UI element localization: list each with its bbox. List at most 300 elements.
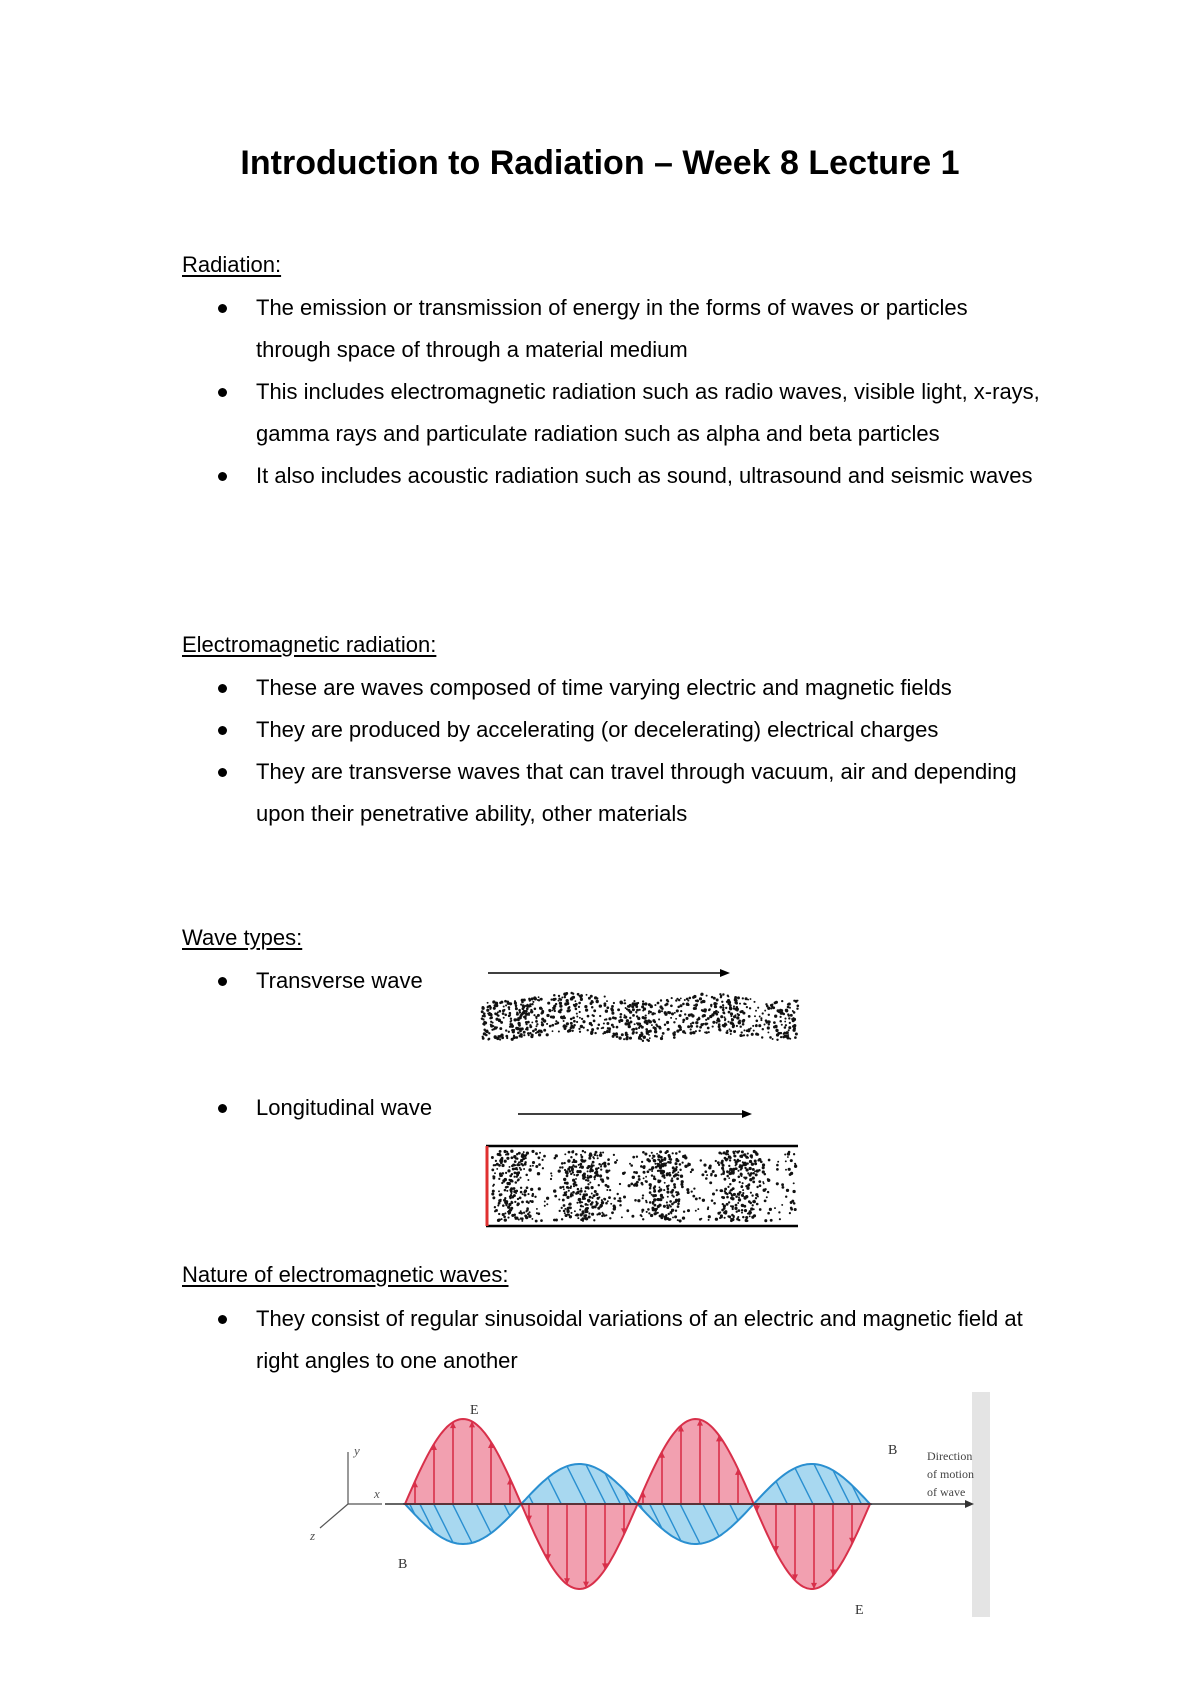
particle-dot (515, 1190, 518, 1193)
particle-dot (753, 1150, 756, 1153)
particle-dot (713, 997, 716, 1000)
particle-dot (588, 1212, 590, 1214)
particle-dot (733, 1216, 735, 1218)
particle-dot (734, 998, 737, 1001)
particle-dot (673, 1201, 675, 1203)
particle-dot (499, 1020, 501, 1022)
particle-dot (754, 1162, 757, 1165)
particle-dot (595, 1168, 598, 1171)
particle-dot (773, 1021, 776, 1024)
particle-dot (679, 1163, 682, 1166)
particle-dot (741, 1212, 743, 1214)
particle-dot (581, 1018, 583, 1020)
particle-dot (599, 1015, 601, 1017)
particle-dot (731, 1205, 734, 1208)
particle-dot (531, 1194, 534, 1197)
particle-dot (621, 1033, 624, 1036)
particle-dot (614, 1017, 617, 1020)
particle-dot (585, 1186, 588, 1189)
particle-dot (594, 1174, 596, 1176)
particle-dot (677, 1205, 680, 1208)
particle-dot (645, 1028, 648, 1031)
particle-dot (588, 1216, 591, 1219)
particle-dot (552, 1009, 554, 1011)
particle-dot (644, 1152, 647, 1155)
particle-dot (623, 1196, 626, 1199)
particle-dot (564, 1208, 566, 1210)
particle-dot (596, 997, 598, 999)
particle-dot (564, 1212, 566, 1214)
list-item: They consist of regular sinusoidal variations of an electric and magnetic field at right angles to one another (182, 1298, 1042, 1382)
particle-dot (722, 1004, 724, 1006)
particle-dot (661, 1035, 663, 1037)
particle-dot (593, 1194, 596, 1197)
particle-dot (659, 1186, 661, 1188)
particle-dot (586, 1167, 589, 1170)
particle-dot (508, 1014, 511, 1017)
particle-dot (494, 1037, 496, 1039)
particle-dot (756, 1169, 759, 1172)
particle-dot (499, 1150, 502, 1153)
particle-dot (520, 1030, 522, 1032)
particle-dot (702, 1015, 705, 1018)
particle-dot (722, 1164, 725, 1167)
section-heading-nature: Nature of electromagnetic waves: (182, 1262, 509, 1287)
particle-dot (665, 1214, 667, 1216)
particle-dot (656, 1198, 659, 1201)
particle-dot (708, 1009, 710, 1011)
particle-dot (730, 1033, 732, 1035)
particle-dot (587, 1170, 589, 1172)
particle-dot (679, 1219, 682, 1222)
particle-dot (679, 1014, 682, 1017)
particle-dot (553, 1189, 556, 1192)
particle-dot (709, 1181, 712, 1184)
particle-dot (772, 1038, 774, 1040)
particle-dot (725, 1007, 727, 1009)
particle-dot (726, 1030, 728, 1032)
particle-dot (767, 1179, 770, 1182)
particle-dot (736, 1159, 739, 1162)
particle-dot (736, 1009, 739, 1012)
particle-dot (747, 1184, 750, 1187)
particle-dot (790, 1159, 793, 1162)
particle-dot (635, 1027, 638, 1030)
particle-dot (668, 1213, 670, 1215)
particle-dot (565, 1025, 567, 1027)
particle-dot (740, 1173, 742, 1175)
particle-dot (541, 1023, 544, 1026)
particle-dot (605, 1170, 608, 1173)
particle-dot (756, 1186, 758, 1188)
particle-dot (745, 997, 748, 1000)
particle-dot (652, 1208, 655, 1211)
particle-dot (526, 1005, 528, 1007)
particle-dot (655, 1212, 658, 1215)
particle-dot (652, 1201, 655, 1204)
particle-dot (679, 1004, 682, 1007)
particle-dot (549, 1025, 552, 1028)
particle-dot (505, 1004, 507, 1006)
particle-dot (754, 1015, 756, 1017)
particle-dot (606, 1177, 609, 1180)
particle-dot (590, 1031, 593, 1034)
radiation-list (182, 287, 1042, 497)
particle-dot (481, 1007, 484, 1010)
particle-dot (739, 1164, 741, 1166)
particle-dot (632, 1028, 635, 1031)
particle-dot (741, 1020, 744, 1023)
particle-dot (700, 1159, 702, 1161)
particle-dot (745, 1219, 748, 1222)
particle-dot (659, 1166, 662, 1169)
particle-dot (654, 1163, 656, 1165)
particle-dot (711, 1013, 714, 1016)
particle-dot (534, 1028, 537, 1031)
particle-dot (649, 1201, 652, 1204)
particle-dot (585, 1211, 587, 1213)
particle-dot (745, 1177, 747, 1179)
particle-dot (609, 1189, 611, 1191)
particle-dot (766, 1196, 768, 1198)
particle-dot (787, 1006, 790, 1009)
particle-dot (691, 1190, 693, 1192)
particle-dot (493, 1184, 495, 1186)
particle-dot (785, 1009, 788, 1012)
particle-dot (526, 1007, 529, 1010)
particle-dot (781, 1024, 783, 1026)
particle-dot (529, 1165, 531, 1167)
particle-dot (520, 1187, 522, 1189)
particle-dot (738, 1209, 741, 1212)
particle-dot (526, 1186, 529, 1189)
particle-dot (597, 1207, 600, 1210)
particle-dot (785, 1195, 787, 1197)
particle-dot (673, 1196, 675, 1198)
particle-dot (673, 1021, 675, 1023)
particle-dot (790, 1201, 793, 1204)
particle-dot (692, 1031, 694, 1033)
particle-dot (741, 1175, 743, 1177)
particle-dot (567, 1187, 569, 1189)
particle-dot (501, 1175, 503, 1177)
particle-dot (726, 1150, 729, 1153)
particle-dot (606, 1189, 608, 1191)
particle-dot (645, 1176, 647, 1178)
particle-dot (654, 1185, 657, 1188)
particle-dot (680, 1010, 682, 1012)
particle-dot (559, 1166, 561, 1168)
particle-dot (793, 1182, 795, 1184)
particle-dot (560, 998, 563, 1001)
particle-dot (646, 1211, 648, 1213)
particle-dot (735, 1163, 737, 1165)
particle-dot (559, 1186, 562, 1189)
list-item: The emission or transmission of energy in the forms of waves or particles through space of through a material medium (182, 287, 1042, 371)
particle-dot (780, 1010, 782, 1012)
particle-dot (643, 1036, 646, 1039)
particle-dot (518, 1164, 520, 1166)
particle-dot (728, 1172, 731, 1175)
particle-dot (573, 1020, 576, 1023)
particle-dot (508, 1008, 510, 1010)
particle-dot (501, 1158, 504, 1161)
particle-dot (679, 1169, 681, 1171)
particle-dot (538, 996, 540, 998)
particle-dot (671, 1203, 674, 1206)
particle-dot (613, 1002, 615, 1004)
particle-dot (764, 1010, 766, 1012)
particle-dot (583, 1027, 585, 1029)
particle-dot (504, 1014, 507, 1017)
particle-dot (517, 1178, 520, 1181)
direction-arrow-icon (488, 969, 730, 977)
particle-dot (739, 1025, 741, 1027)
particle-dot (559, 1004, 562, 1007)
particle-dot (714, 1174, 717, 1177)
particle-dot (727, 995, 729, 997)
particle-dot (749, 1202, 752, 1205)
particle-dot (718, 1164, 720, 1166)
particle-dot (695, 1021, 698, 1024)
particle-dot (589, 1181, 591, 1183)
particle-dot (600, 1168, 602, 1170)
particle-dot (516, 1173, 519, 1176)
particle-dot (543, 1029, 546, 1032)
particle-dot (773, 1026, 776, 1029)
particle-dot (518, 1009, 521, 1012)
bullet-icon (218, 684, 227, 693)
particle-dot (570, 1018, 573, 1021)
particle-dot (755, 1010, 757, 1012)
particle-dot (499, 1027, 502, 1030)
particle-dot (620, 1019, 623, 1022)
particle-dot (638, 1175, 641, 1178)
particle-dot (541, 1021, 543, 1023)
particle-dot (744, 1163, 746, 1165)
particle-dot (563, 1188, 565, 1190)
particle-dot (606, 1006, 609, 1009)
particle-dot (682, 1019, 685, 1022)
particle-dot (749, 1215, 751, 1217)
particle-dot (727, 1215, 729, 1217)
particle-dot (681, 1180, 684, 1183)
particle-dot (544, 1205, 546, 1207)
particle-dot (790, 1172, 793, 1175)
particle-dot (499, 1038, 501, 1040)
particle-dot (661, 1175, 663, 1177)
particle-dot (675, 1018, 677, 1020)
particle-dot (639, 1025, 641, 1027)
particle-dot (511, 1156, 514, 1159)
particle-dot (581, 1156, 584, 1159)
particle-dot (706, 1023, 708, 1025)
particle-dot (723, 1016, 725, 1018)
scan-edge (972, 1392, 990, 1617)
particle-dot (659, 1180, 662, 1183)
particle-dot (729, 1159, 731, 1161)
particle-dot (554, 1157, 557, 1160)
particle-dot (587, 1183, 589, 1185)
particle-dot (563, 1210, 566, 1213)
particle-dot (624, 1016, 627, 1019)
particle-dot (584, 1190, 586, 1192)
particle-dot (668, 1154, 671, 1157)
particle-dot (605, 1010, 608, 1013)
particle-dot (711, 1199, 714, 1202)
particle-dot (668, 1185, 670, 1187)
particle-dot (606, 1000, 608, 1002)
particle-dot (485, 1030, 487, 1032)
particle-dot (503, 1199, 506, 1202)
particle-dot (559, 1002, 562, 1005)
particle-dot (510, 1179, 513, 1182)
particle-dot (509, 1196, 511, 1198)
particle-dot (717, 1011, 719, 1013)
particle-dot (680, 998, 682, 1000)
particle-dot (504, 1160, 507, 1163)
particle-dot (660, 1037, 663, 1040)
b-label-left: B (398, 1557, 408, 1572)
particle-dot (593, 1157, 595, 1159)
particle-dot (770, 1007, 772, 1009)
particle-dot (645, 1015, 647, 1017)
particle-dot (578, 1028, 580, 1030)
particle-dot (584, 1151, 586, 1153)
particle-dot (582, 1217, 585, 1220)
particle-dot (642, 1197, 644, 1199)
particle-dot (604, 1004, 607, 1007)
particle-dot (582, 1177, 585, 1180)
particle-dot (666, 1206, 669, 1209)
particle-dot (617, 1008, 620, 1011)
particle-dot (626, 1024, 628, 1026)
particle-dot (768, 1159, 771, 1162)
particle-dot (660, 1194, 663, 1197)
particle-dot (593, 1219, 595, 1221)
particle-dot (735, 1167, 738, 1170)
particle-dot (569, 1215, 572, 1218)
particle-dot (666, 1021, 669, 1024)
wave-types-list-1 (182, 960, 482, 1002)
particle-dot (730, 1218, 732, 1220)
particle-dot (654, 1030, 657, 1033)
particle-dot (601, 1027, 603, 1029)
particle-dot (776, 1182, 779, 1185)
particle-dot (726, 1203, 729, 1206)
particle-dot (716, 1022, 718, 1024)
particle-dot (689, 1032, 692, 1035)
particle-dot (604, 1215, 606, 1217)
particle-dot (658, 1204, 661, 1207)
particle-dot (610, 1203, 612, 1205)
particle-dot (738, 1196, 740, 1198)
particle-dot (684, 1013, 686, 1015)
particle-dot (649, 1191, 652, 1194)
particle-dot (591, 1193, 593, 1195)
particle-dot (659, 1188, 662, 1191)
particle-dot (739, 1003, 741, 1005)
particle-dot (674, 1162, 677, 1165)
particle-dot (572, 1030, 574, 1032)
particle-dot (729, 1170, 731, 1172)
particle-dot (513, 1194, 516, 1197)
particle-dot (581, 1210, 584, 1213)
particle-dot (514, 1160, 517, 1163)
particle-dot (709, 1165, 712, 1168)
particle-dot (676, 1030, 679, 1033)
particle-dot (727, 1186, 729, 1188)
particle-dot (682, 1003, 685, 1006)
particle-dot (729, 1007, 732, 1010)
particle-dot (576, 1213, 579, 1216)
particle-dot (582, 1206, 584, 1208)
particle-dot (496, 1168, 498, 1170)
particle-dot (585, 1008, 588, 1011)
particle-dot (650, 1214, 653, 1217)
particle-dot (745, 1168, 748, 1171)
particle-dot (573, 1024, 575, 1026)
particle-dot (532, 1161, 535, 1164)
particle-dot (537, 1031, 540, 1034)
particle-dot (505, 1029, 507, 1031)
particle-dot (528, 1168, 531, 1171)
particle-dot (570, 1185, 572, 1187)
particle-dot (531, 1021, 533, 1023)
particle-dot (730, 1189, 733, 1192)
bullet-icon (218, 472, 227, 481)
particle-dot (696, 999, 699, 1002)
particle-dot (739, 1181, 741, 1183)
particle-dot (546, 1033, 549, 1036)
particle-dot (713, 1011, 715, 1013)
particle-dot (673, 1170, 675, 1172)
particle-dot (686, 998, 689, 1001)
particle-dot (499, 1172, 502, 1175)
particle-dot (751, 1033, 754, 1036)
particle-dot (728, 1201, 730, 1203)
particle-dot (720, 1189, 723, 1192)
particle-dot (669, 1218, 671, 1220)
particle-dot (603, 1031, 606, 1034)
section-heading-radiation: Radiation: (182, 252, 282, 277)
particle-dot (592, 1161, 595, 1164)
particle-dot (784, 1035, 787, 1038)
particle-dot (590, 1024, 592, 1026)
particle-dot (633, 1171, 636, 1174)
particle-dot (518, 1024, 521, 1027)
particle-dot (768, 1020, 771, 1023)
particle-dot (651, 1174, 653, 1176)
particle-dot (732, 1179, 734, 1181)
particle-dot (634, 1023, 636, 1025)
particle-dot (710, 1174, 712, 1176)
particle-dot (723, 1024, 726, 1027)
particle-dot (784, 1018, 786, 1020)
particle-dot (708, 1219, 710, 1221)
particle-dot (649, 1183, 652, 1186)
particle-dot (498, 1202, 501, 1205)
particle-dot (536, 1208, 538, 1210)
particle-dot (567, 1030, 570, 1033)
particle-dot (603, 1162, 606, 1165)
particle-dot (567, 1159, 570, 1162)
particle-dot (661, 1010, 663, 1012)
list-item: They are produced by accelerating (or decelerating) electrical charges (182, 709, 1042, 751)
particle-dot (699, 1026, 702, 1029)
particle-dot (682, 1030, 685, 1033)
particle-dot (548, 1009, 551, 1012)
